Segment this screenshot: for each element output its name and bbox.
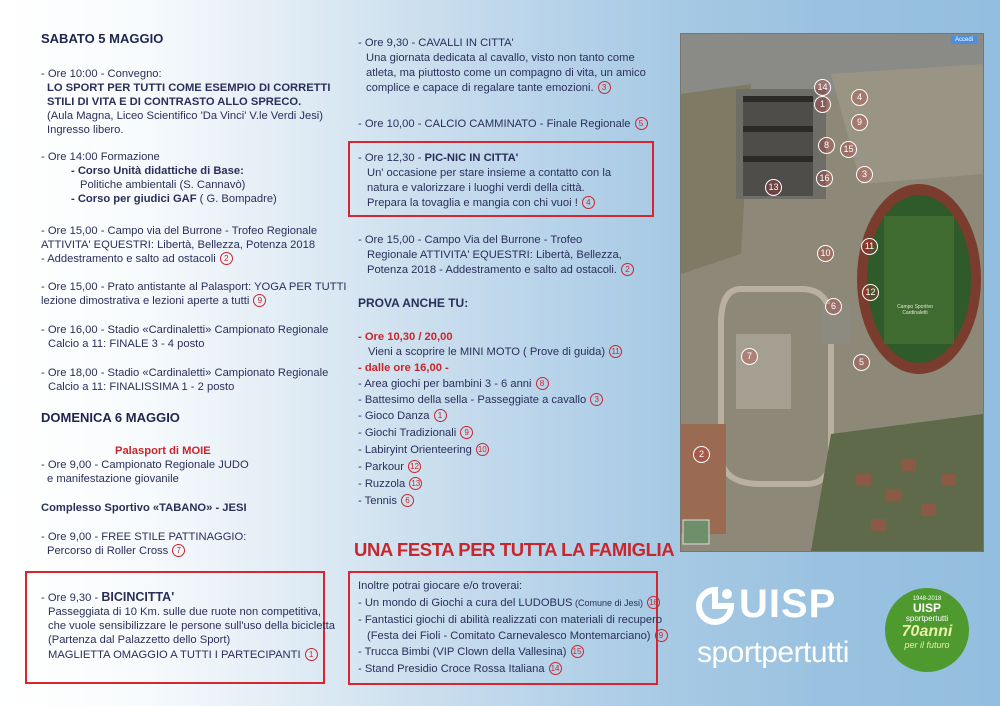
festa-item-trucca-text: - Trucca Bimbi (VIP Clown della Vallesina) (358, 646, 567, 658)
map-marker[interactable]: 3 (856, 166, 873, 183)
event-judo-line-1: - Ore 9,00 - Campionato Regionale JUDO (41, 459, 249, 471)
map-ref-number: 2 (621, 263, 634, 276)
map-ref-number: 6 (401, 494, 414, 507)
map-ref-number: 15 (571, 645, 584, 658)
event-cavalli-line-3: atleta, ma piuttosto come un compagno di vita, un amico (366, 67, 646, 79)
activity-label: - Ruzzola (358, 478, 406, 490)
event-finale-34-line-1: - Ore 16,00 - Stadio «Cardinaletti» Campionato Regionale (41, 324, 329, 336)
activity-item (358, 443, 489, 457)
event-bicincitta-name: BICINCITTA' (101, 590, 175, 604)
event-equestri2-line-3-text: Potenza 2018 - Addestramento e salto ad ostacoli. (367, 264, 618, 276)
map-ref-number: 12 (408, 460, 421, 473)
prova-time-1: - Ore 10,30 / 20,00 (358, 331, 453, 343)
festa-item-ludobus-text: - Un mondo di Giochi a cura del LUDOBUS (358, 597, 573, 609)
festa-item-croce-rossa (358, 662, 562, 676)
course-udb-detail: Politiche ambientali (S. Cannavò) (80, 179, 246, 191)
prova-minimoto (368, 345, 622, 359)
festa-item-croce-rossa-text: - Stand Presidio Croce Rossa Italiana (358, 663, 545, 675)
event-calcio-camminato (358, 117, 648, 131)
venue-palasport-moie: Palasport di MOIE (115, 445, 211, 457)
badge-sportpertutti: sportpertutti (905, 614, 949, 623)
event-picnic-line-3: natura e valorizzare i luoghi verdi della città. (367, 182, 585, 194)
event-equestri-line-3 (41, 252, 233, 266)
map-marker[interactable]: 16 (816, 170, 833, 187)
map-ref-number: 1 (434, 409, 447, 422)
map-marker[interactable]: 10 (817, 245, 834, 262)
map-field-label: Campo Sportivo Cardinaletti (897, 304, 933, 316)
festa-heading: UNA FESTA PER TUTTA LA FAMIGLIA (354, 539, 675, 560)
map-ref-number: 10 (476, 443, 489, 456)
badge-years: 1948-2018 (912, 596, 942, 602)
uisp-tagline: sportpertutti (697, 636, 849, 669)
activity-item (358, 393, 603, 407)
sunday-heading: DOMENICA 6 MAGGIO (41, 410, 180, 425)
event-equestri2-line-3 (367, 263, 634, 277)
activity-item (358, 477, 422, 491)
uisp-logo-text: UISP (739, 582, 837, 626)
festa-item-ludobus-note: (Comune di Jesi) (572, 598, 644, 608)
event-formazione-time: - Ore 14:00 Formazione (41, 151, 160, 163)
festa-item-giochi-line-2-text: (Festa dei Fioli - Comitato Carnevalesco Montemarciano) (367, 630, 651, 642)
event-cavalli-line-2: Una giornata dedicata al cavallo, visto non tanto come (366, 52, 635, 64)
course-gaf (71, 192, 277, 206)
event-cavalli-line-4-text: complice e capace di regalare tante emozioni. (366, 82, 594, 94)
map-ref-number: 4 (582, 196, 595, 209)
saturday-heading: SABATO 5 MAGGIO (41, 31, 164, 46)
prova-time-2: - dalle ore 16,00 - (358, 362, 449, 374)
event-finalissima-line-1: - Ore 18,00 - Stadio «Cardinaletti» Campionato Regionale (41, 367, 329, 379)
event-yoga-line-2-text: lezione dimostrativa e lezioni aperte a tutti (41, 295, 250, 307)
event-convegno-location: (Aula Magna, Liceo Scientifico 'Da Vinci' V.le Verdi Jesi) (47, 110, 324, 122)
event-bicincitta-title (41, 590, 174, 605)
activity-label: - Tennis (358, 495, 397, 507)
map-ref-number: 1 (305, 648, 318, 661)
uisp-globe-icon (693, 586, 737, 626)
map-marker[interactable]: 9 (851, 114, 868, 131)
festa-item-giochi-line-2 (367, 629, 668, 643)
map-signin-button[interactable]: Accedi (951, 36, 977, 44)
map-marker[interactable]: 4 (851, 89, 868, 106)
activity-item (358, 460, 421, 474)
festa-item-ludobus (358, 596, 660, 610)
event-bicincitta-line-2: che vuole sensibilizzare le persone sull'uso della bicicletta (48, 620, 335, 632)
map-ref-number: 9 (253, 294, 266, 307)
map-ref-number: 3 (598, 81, 611, 94)
festa-item-giochi-line-1: - Fantastici giochi di abilità realizzati con materiali di recupero (358, 614, 663, 626)
course-gaf-title: - Corso per giudici GAF (71, 193, 197, 205)
map-ref-number: 9 (460, 426, 473, 439)
map-ref-number: 3 (590, 393, 603, 406)
map-ref-number: 5 (635, 117, 648, 130)
activity-item (358, 494, 414, 508)
map-marker[interactable]: 6 (825, 298, 842, 315)
event-bicincitta-line-4 (48, 648, 318, 662)
map-ref-number: 8 (536, 377, 549, 390)
map-marker[interactable]: 11 (861, 238, 878, 255)
activity-label: - Parkour (358, 461, 405, 473)
event-cavalli-line-1: - Ore 9,30 - CAVALLI IN CITTA' (358, 37, 514, 49)
map-ref-number: 16 (647, 596, 660, 609)
event-cavalli-line-4 (366, 81, 611, 95)
map-marker[interactable]: 14 (814, 79, 831, 96)
event-equestri2-line-2: Regionale ATTIVITA' EQUESTRI: Libertà, Bellezza, (367, 249, 622, 261)
aerial-map[interactable] (680, 33, 984, 552)
event-picnic-line-4-text: Prepara la tovaglia e mangia con chi vuoi ! (367, 197, 578, 209)
event-yoga-line-2 (41, 294, 266, 308)
event-finale-34-line-2: Calcio a 11: FINALE 3 - 4 posto (48, 338, 205, 350)
map-ref-number: 9 (655, 629, 668, 642)
event-equestri-line-2: ATTIVITA' EQUESTRI: Libertà, Bellezza, Potenza 2018 (41, 239, 316, 251)
map-marker[interactable]: 8 (818, 137, 835, 154)
event-roller-line-2 (47, 544, 185, 558)
event-bicincitta-line-3: (Partenza dal Palazzetto dello Sport) (48, 634, 231, 646)
event-picnic-title (358, 151, 518, 165)
map-marker[interactable]: 7 (741, 348, 758, 365)
map-marker[interactable]: 12 (862, 284, 879, 301)
festa-intro: Inoltre potrai giocare e/o troverai: (358, 580, 523, 592)
event-equestri-line-3-text: - Addestramento e salto ad ostacoli (41, 253, 216, 265)
event-convegno-note: Ingresso libero. (47, 124, 124, 136)
prova-minimoto-text: Vieni a scoprire le MINI MOTO ( Prove di guida) (368, 346, 606, 358)
map-marker[interactable]: 2 (693, 446, 710, 463)
activity-label: - Giochi Tradizionali (358, 427, 457, 439)
event-convegno-title-1: LO SPORT PER TUTTI COME ESEMPIO DI CORRETTI (47, 82, 331, 94)
event-calcio-camminato-text: - Ore 10,00 - CALCIO CAMMINATO - Finale Regionale (358, 118, 631, 130)
event-finalissima-line-2: Calcio a 11: FINALISSIMA 1 - 2 posto (48, 381, 235, 393)
map-ref-number: 7 (172, 544, 185, 557)
uisp-logo (693, 584, 883, 674)
map-marker[interactable]: 1 (814, 96, 831, 113)
badge-motto: per il futuro (904, 640, 950, 650)
event-picnic-name: PIC-NIC IN CITTA' (424, 152, 519, 164)
map-ref-number: 14 (549, 662, 562, 675)
festa-item-trucca (358, 645, 584, 659)
activity-label: - Area giochi per bambini 3 - 6 anni (358, 378, 532, 390)
event-roller-line-2-text: Percorso di Roller Cross (47, 545, 169, 557)
course-gaf-teacher: ( G. Bompadre) (196, 193, 277, 205)
event-equestri2-line-1: - Ore 15,00 - Campo Via del Burrone - Trofeo (358, 234, 583, 246)
prova-heading: PROVA ANCHE TU: (358, 296, 469, 310)
course-udb: - Corso Unità didattiche di Base: (71, 165, 244, 177)
venue-tabano: Complesso Sportivo «TABANO» - JESI (41, 502, 247, 514)
event-convegno-time: - Ore 10:00 - Convegno: (41, 68, 162, 80)
event-bicincitta-line-4-text: MAGLIETTA OMAGGIO A TUTTI I PARTECIPANTI (48, 649, 301, 661)
badge-70anni: 70anni (901, 623, 953, 640)
event-bicincitta-line-1: Passeggiata di 10 Km. sulle due ruote non competitiva, (48, 606, 322, 618)
activity-label: - Gioco Danza (358, 410, 430, 422)
event-judo-line-2: e manifestazione giovanile (47, 473, 179, 485)
event-bicincitta-time: - Ore 9,30 - (41, 592, 102, 604)
activity-item (358, 409, 447, 423)
map-marker[interactable]: 15 (840, 141, 857, 158)
map-ref-number: 13 (409, 477, 422, 490)
event-yoga-line-1: - Ore 15,00 - Prato antistante al Palasport: YOGA PER TUTTI (41, 281, 347, 293)
map-ref-number: 11 (609, 345, 622, 358)
badge-uisp: UISP (912, 601, 941, 615)
activity-item (358, 426, 473, 440)
activity-label: - Labiryint Orienteering (358, 444, 472, 456)
event-picnic-line-2: Un' occasione per stare insieme a contatto con la (367, 167, 612, 179)
event-convegno-title-2: STILI DI VITA E DI CONTRASTO ALLO SPRECO. (47, 96, 302, 108)
map-marker[interactable]: 13 (765, 179, 782, 196)
map-ref-number: 2 (220, 252, 233, 265)
map-marker[interactable]: 5 (853, 354, 870, 371)
activity-label: - Battesimo della sella - Passeggiate a cavallo (358, 394, 587, 406)
event-picnic-line-4 (367, 196, 595, 210)
event-equestri-line-1: - Ore 15,00 - Campo via del Burrone - Trofeo Regionale (41, 225, 318, 237)
event-picnic-time: - Ore 12,30 - (358, 152, 425, 164)
anniversary-badge (885, 588, 969, 672)
aerial-map-image (681, 34, 983, 551)
event-roller-line-1: - Ore 9,00 - FREE STILE PATTINAGGIO: (41, 531, 247, 543)
activity-item (358, 377, 549, 391)
